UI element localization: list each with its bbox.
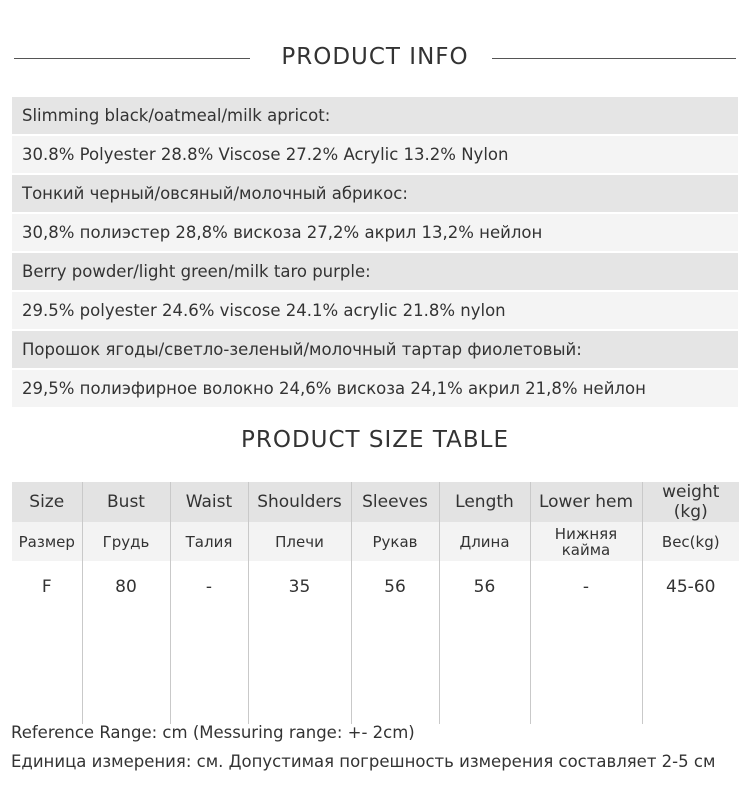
cell-shoulders: 35 — [248, 561, 351, 724]
info-row-composition-en-1: 30.8% Polyester 28.8% Viscose 27.2% Acrylic 13.2% Nylon — [12, 136, 738, 173]
product-info-header — [0, 40, 750, 80]
header-ru-cell-size: Размер — [12, 522, 82, 561]
header-ru-cell-bust: Грудь — [82, 522, 170, 561]
cell-waist: - — [170, 561, 248, 724]
header-cell-length: Length — [439, 482, 530, 522]
info-row-composition-ru-1: 30,8% полиэстер 28,8% вискоза 27,2% акрил 13,2% нейлон — [12, 214, 738, 251]
header-cell-shoulders: Shoulders — [248, 482, 351, 522]
header-ru-cell-sleeves: Рукав — [351, 522, 439, 561]
header-ru-cell-weight: Вес(kg) — [642, 522, 739, 561]
header-ru-cell-shoulders: Плечи — [248, 522, 351, 561]
reference-note-en: Reference Range: cm (Messuring range: +- 2cm) — [11, 723, 415, 742]
product-info-title: PRODUCT INFO — [281, 44, 469, 70]
header-ru-cell-lower-hem: Нижняя кайма — [530, 522, 642, 561]
size-table-header-row-ru — [12, 522, 739, 561]
header-ru-cell-length: Длина — [439, 522, 530, 561]
info-row-label-ru-2: Порошок ягоды/светло-зеленый/молочный тартар фиолетовый: — [12, 331, 738, 368]
header-cell-bust: Bust — [82, 482, 170, 522]
info-row-label-ru-1: Тонкий черный/овсяный/молочный абрикос: — [12, 175, 738, 212]
header-cell-waist: Waist — [170, 482, 248, 522]
size-table-header-row — [12, 482, 739, 522]
header-cell-sleeves: Sleeves — [351, 482, 439, 522]
info-row-label-en-1: Slimming black/oatmeal/milk apricot: — [12, 97, 738, 134]
product-info-list — [12, 97, 738, 409]
reference-note-ru: Единица измерения: см. Допустимая погрешность измерения составляет 2-5 см — [11, 752, 716, 771]
cell-bust: 80 — [82, 561, 170, 724]
header-ru-cell-waist: Талия — [170, 522, 248, 561]
info-row-label-en-2: Berry powder/light green/milk taro purple: — [12, 253, 738, 290]
info-row-composition-en-2: 29.5% polyester 24.6% viscose 24.1% acrylic 21.8% nylon — [12, 292, 738, 329]
cell-length: 56 — [439, 561, 530, 724]
header-cell-size: Size — [12, 482, 82, 522]
header-cell-lower-hem: Lower hem — [530, 482, 642, 522]
cell-lower-hem: - — [530, 561, 642, 724]
cell-sleeves: 56 — [351, 561, 439, 724]
cell-size: F — [12, 561, 82, 724]
info-row-composition-ru-2: 29,5% полиэфирное волокно 24,6% вискоза 24,1% акрил 21,8% нейлон — [12, 370, 738, 407]
header-cell-weight: weight (kg) — [642, 482, 739, 522]
table-row — [12, 561, 739, 724]
size-table — [12, 482, 739, 724]
cell-weight: 45-60 — [642, 561, 739, 724]
header-divider-right — [492, 58, 736, 59]
reference-notes — [11, 718, 741, 776]
size-table-title: PRODUCT SIZE TABLE — [240, 427, 510, 453]
